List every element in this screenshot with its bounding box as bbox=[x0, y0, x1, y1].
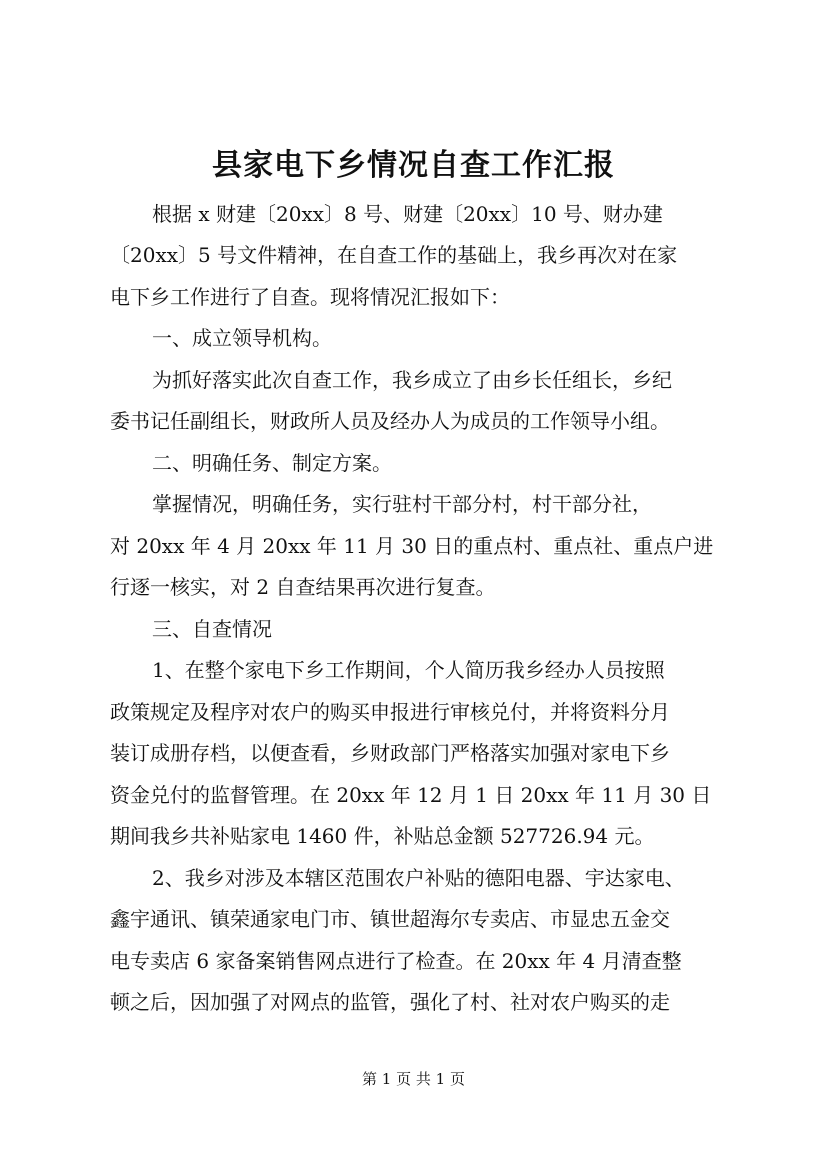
paragraph-line: 行逐一核实，对 2 自查结果再次进行复查。 bbox=[110, 575, 496, 599]
paragraph-line: 委书记任副组长，财政所人员及经办人为成员的工作领导小组。 bbox=[110, 409, 670, 433]
section-heading: 三、自查情况 bbox=[152, 617, 272, 641]
paragraph-line: 顿之后，因加强了对网点的监管，强化了村、社对农户购买的走 bbox=[110, 990, 670, 1014]
paragraph-line: 2、我乡对涉及本辖区范围农户补贴的德阳电器、宇达家电、 bbox=[152, 866, 685, 890]
paragraph-line: 鑫宇通讯、镇荣通家电门市、镇世超海尔专卖店、市显忠五金交 bbox=[110, 907, 670, 931]
paragraph-line: 根据 x 财建〔20xx〕8 号、财建〔20xx〕10 号、财办建 bbox=[152, 202, 663, 226]
section-heading: 二、明确任务、制定方案。 bbox=[152, 451, 392, 475]
paragraph-line: 资金兑付的监督管理。在 20xx 年 12 月 1 日 20xx 年 11 月 30 日 bbox=[110, 783, 712, 807]
page-title: 县家电下乡情况自查工作汇报 bbox=[212, 148, 615, 183]
paragraph-line: 装订成册存档，以便查看，乡财政部门严格落实加强对家电下乡 bbox=[110, 741, 670, 765]
paragraph-line: 期间我乡共补贴家电 1460 件，补贴总金额 527726.94 元。 bbox=[110, 824, 655, 848]
section-heading: 一、成立领导机构。 bbox=[152, 326, 332, 350]
paragraph-line: 对 20xx 年 4 月 20xx 年 11 月 30 日的重点村、重点社、重点户进 bbox=[110, 534, 714, 558]
paragraph-line: 为抓好落实此次自查工作，我乡成立了由乡长任组长，乡纪 bbox=[152, 368, 672, 392]
paragraph-line: 电下乡工作进行了自查。现将情况汇报如下： bbox=[110, 285, 510, 309]
paragraph-line: 政策规定及程序对农户的购买申报进行审核兑付，并将资料分月 bbox=[110, 700, 670, 724]
paragraph-line: 电专卖店 6 家备案销售网点进行了检查。在 20xx 年 4 月清查整 bbox=[110, 949, 682, 973]
page-footer: 第 1 页 共 1 页 bbox=[362, 1070, 465, 1088]
paragraph-line: 掌握情况，明确任务，实行驻村干部分村，村干部分社， bbox=[152, 492, 652, 516]
paragraph-line: 1、在整个家电下乡工作期间，个人简历我乡经办人员按照 bbox=[152, 658, 665, 682]
paragraph-line: 〔20xx〕5 号文件精神，在自查工作的基础上，我乡再次对在家 bbox=[110, 243, 678, 267]
